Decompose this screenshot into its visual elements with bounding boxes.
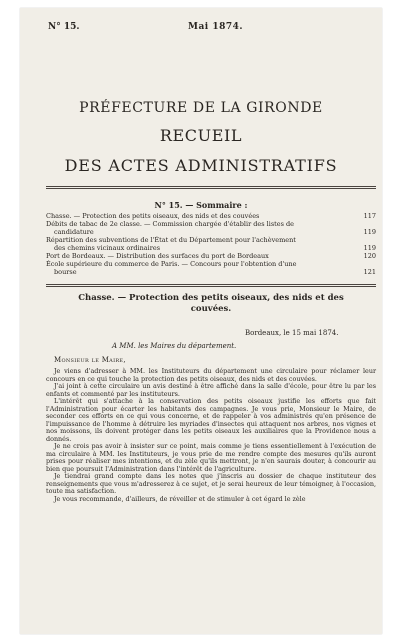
circular-body [46, 368, 376, 503]
sommaire-divider [46, 284, 376, 287]
toc-entry-text: des chemins vicinaux ordinaires [54, 244, 161, 252]
sommaire-title: N° 15. — Sommaire : [154, 200, 248, 210]
issue-number: N° 15. [48, 22, 80, 32]
toc-entry[interactable] [46, 220, 376, 236]
toc-entry-text: Répartition des subventions de l'État et du Département pour l'achèvement [46, 236, 296, 244]
address-line: A MM. les Maires du département. [112, 342, 237, 350]
paragraph: Je viens d'adresser à MM. les Instituteurs du département une circulaire pour réclamer leur concours en ce qui touche la protection des petits oiseaux, des nids et des couvées. [46, 367, 376, 383]
toc-entry-text: candidature [54, 228, 94, 236]
prefecture-title: PRÉFECTURE DE LA GIRONDE [79, 100, 323, 116]
toc-entry[interactable] [46, 260, 376, 276]
toc-entry-text: Débits de tabac de 2e classe. — Commission chargée d'établir des listes de [46, 220, 295, 228]
salutation: Monsieur le Maire, [54, 356, 126, 364]
paragraph: Je tiendrai grand compte dans les notes que j'inscris au dossier de chaque instituteur des renseignements que vous m'adresserez à ce sujet, et je serai heureux de leur témoigner, à l'occasion, toute ma satisfaction. [46, 472, 376, 495]
section-title: Chasse. — Protection des petits oiseaux, des nids et des couvées. [78, 293, 344, 314]
toc-entry-page: 119 [363, 228, 376, 236]
place-date: Bordeaux, le 15 mai 1874. [245, 329, 339, 337]
actes-title: DES ACTES ADMINISTRATIFS [64, 156, 338, 175]
toc-entry-page: 119 [363, 244, 376, 252]
toc-entry[interactable] [46, 212, 376, 220]
issue-date: Mai 1874. [188, 22, 244, 32]
paragraph: J'ai joint à cette circulaire un avis destiné à être affiché dans la salle d'école, pour être lu par les enfants et commenté par les instituteurs. [46, 382, 376, 398]
toc-entry-text: Chasse. — Protection des petits oiseaux, des nids et des couvées [46, 212, 260, 220]
toc-entry-page: 121 [363, 268, 376, 276]
paragraph: L'intérêt qui s'attache à la conservation des petits oiseaux justifie les efforts que fait l'Administration pour écarter les habitants des campagnes. Je vous prie, Monsieur le Maire, de seconder ces efforts en ce qui vous concerne, et de rappeler à vos administrés qu'en présence de l'impuissance de l'homme à détruire les myriades d'insectes qui attaquent nos arbres, nos vignes et nos moissons, ils doivent protéger dans les petits oiseaux les auxiliaires que la Providence nous a donnés. [46, 397, 376, 443]
toc-entry-page: 117 [363, 212, 376, 220]
toc-entry[interactable] [46, 252, 376, 260]
title-divider [46, 186, 376, 189]
recueil-title: RECUEIL [159, 126, 243, 145]
toc-entry[interactable] [46, 236, 376, 252]
paragraph: Je vous recommande, d'ailleurs, de réveiller et de stimuler à cet égard le zèle [54, 494, 306, 503]
document-page [20, 8, 382, 634]
toc-entry-text: École supérieure du commerce de Paris. — Concours pour l'obtention d'une [46, 260, 297, 268]
sommaire-list [46, 212, 376, 276]
toc-entry-text: Port de Bordeaux. — Distribution des surfaces du port de Bordeaux [46, 252, 269, 260]
paragraph: Je ne crois pas avoir à insister sur ce point, mais comme je tiens essentiellement à l'exécution de ma circulaire à MM. les Instituteurs, je vous prie de me rendre compte des mesures qu'ils auront prises pour réaliser mes intentions, et du zèle qu'ils mettront, je n'en saurais douter, à concourir au bien que poursuit l'Administration dans l'intérêt de l'agriculture. [46, 442, 376, 473]
toc-entry-page: 120 [363, 252, 376, 260]
toc-entry-text: bourse [54, 268, 77, 276]
